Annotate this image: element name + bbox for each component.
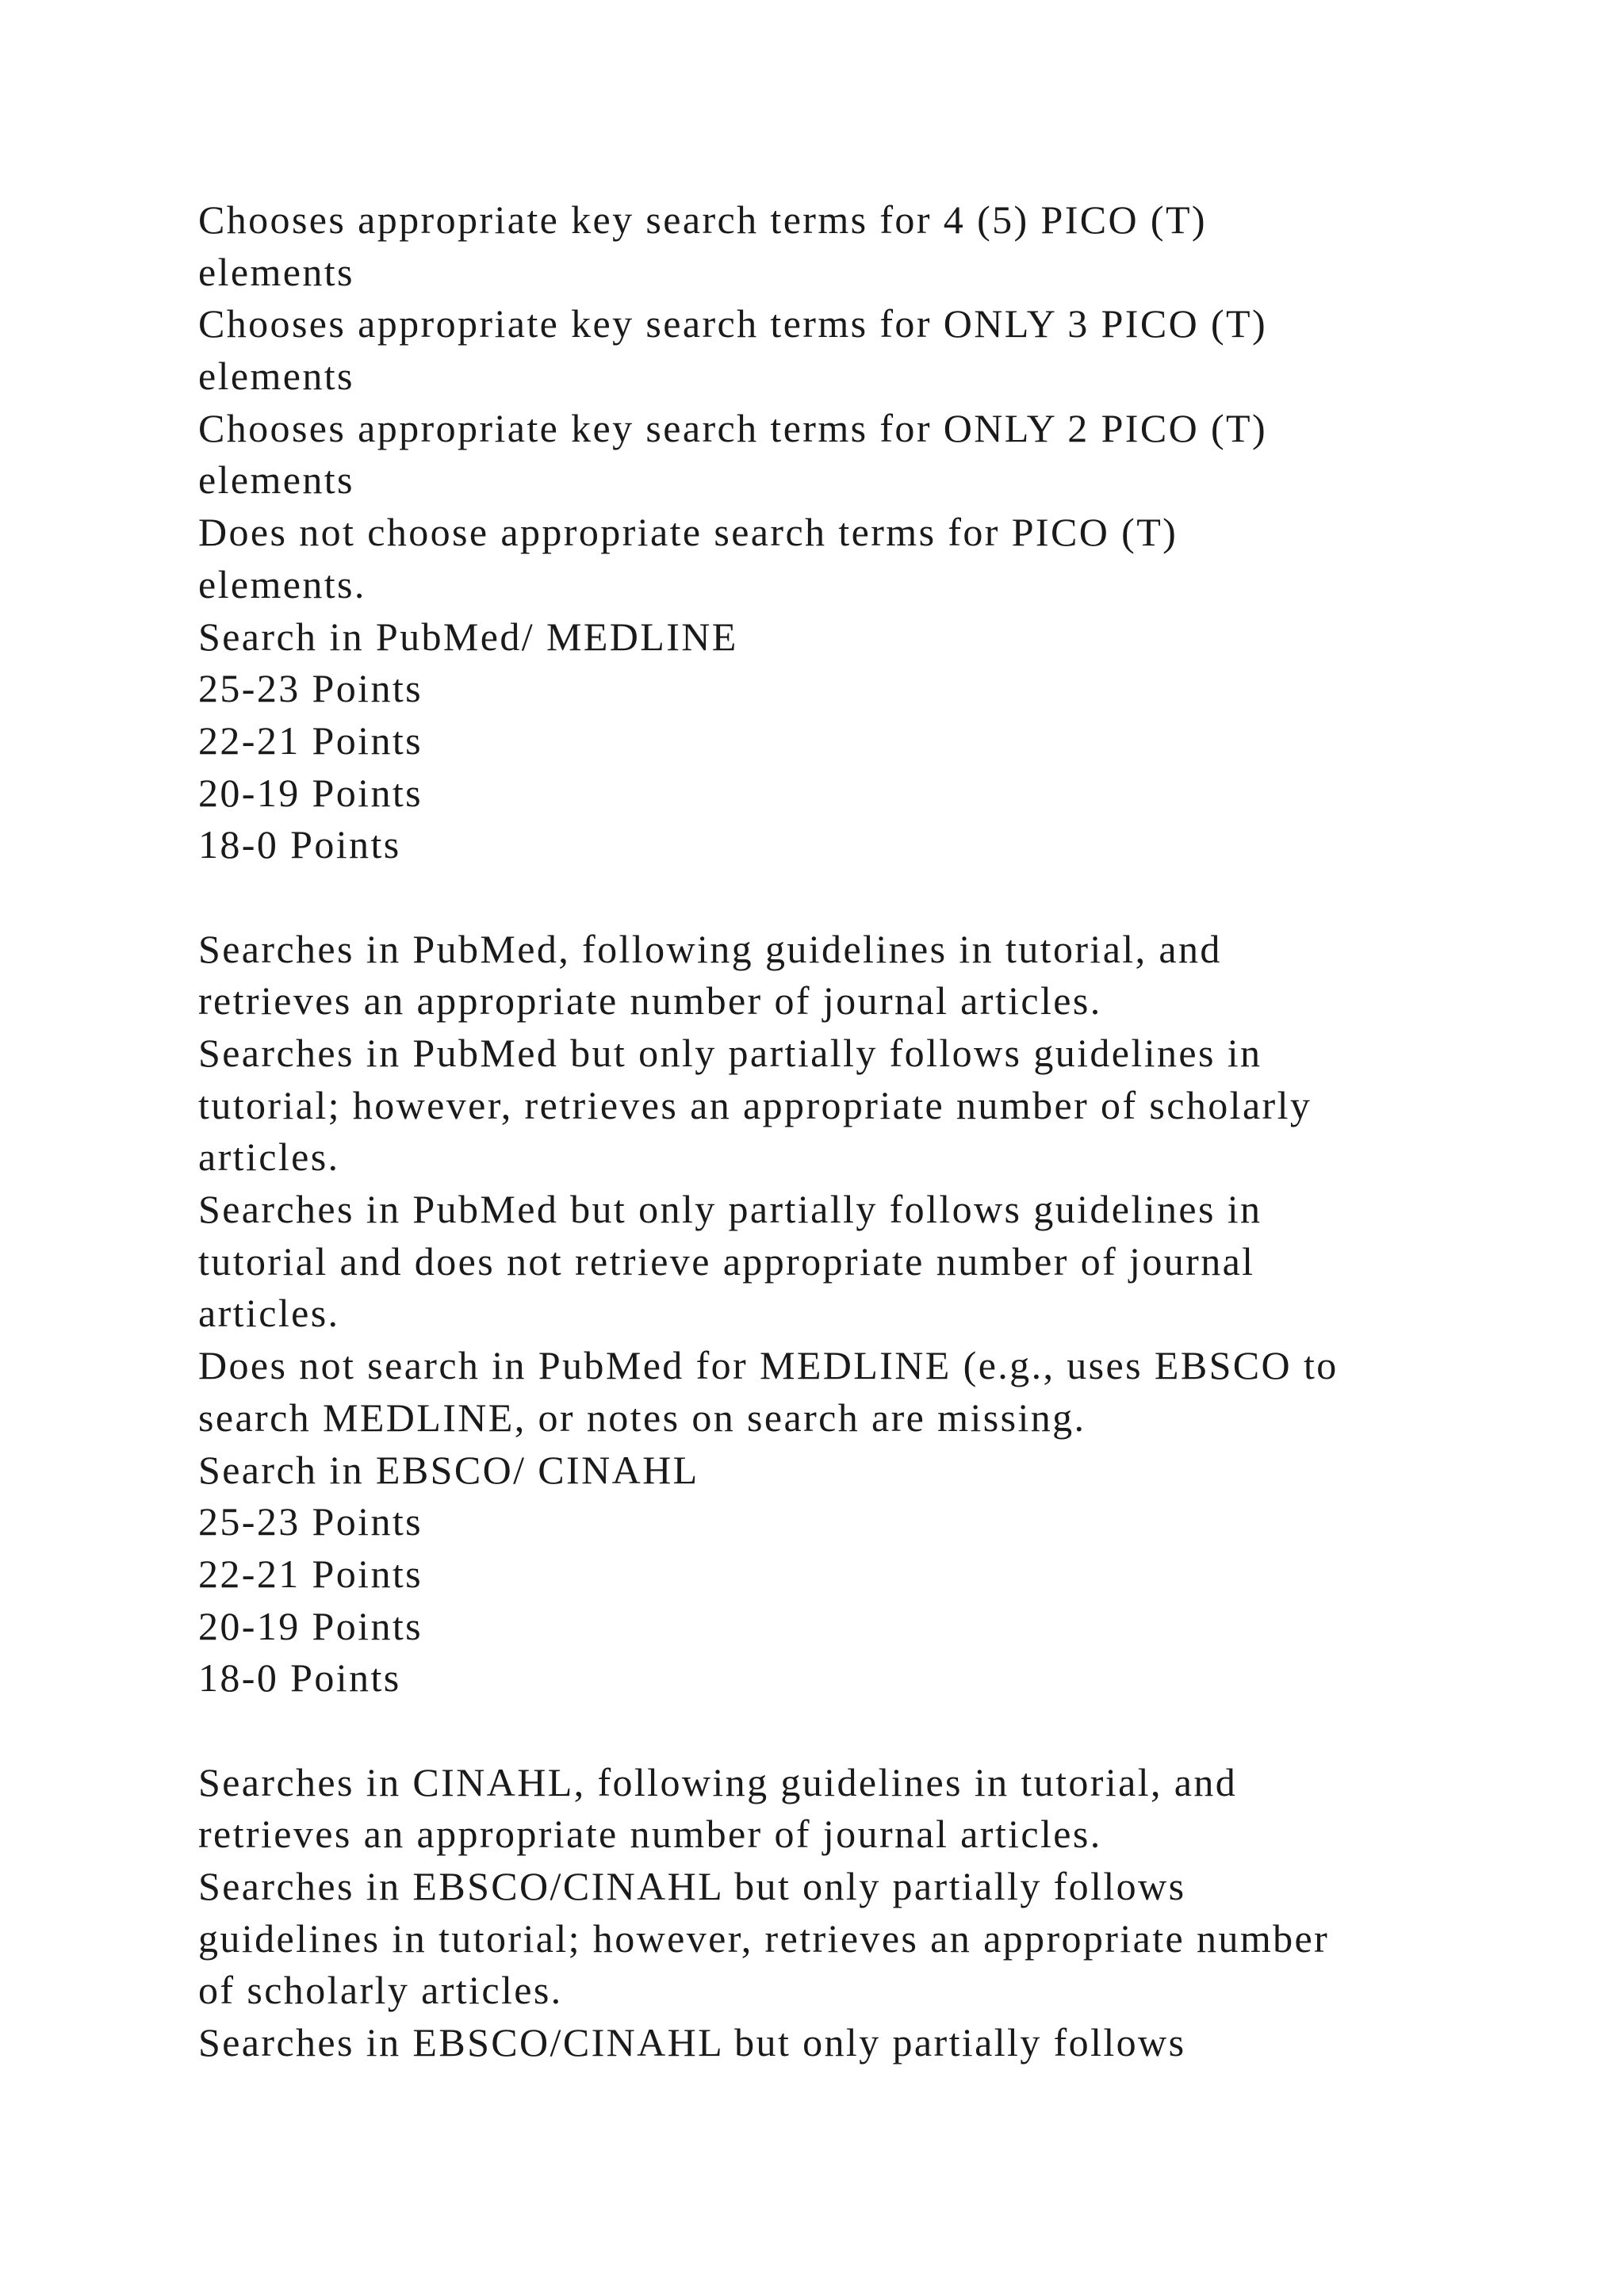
- text-line: Searches in PubMed but only partially follows guidelines in: [198, 1187, 1262, 1232]
- text-line: Does not search in PubMed for MEDLINE (e.g., uses EBSCO to: [198, 1343, 1339, 1388]
- points-range: 20-19 Points: [198, 770, 423, 815]
- text-line: elements: [198, 457, 354, 503]
- text-line: Searches in PubMed, following guidelines in tutorial, and: [198, 926, 1222, 971]
- text-line: articles.: [198, 1135, 340, 1180]
- text-line: Searches in EBSCO/CINAHL but only partially follows: [198, 2020, 1186, 2065]
- text-line: guidelines in tutorial; however, retrieves an appropriate number: [198, 1915, 1330, 1961]
- points-range: 25-23 Points: [198, 1499, 423, 1544]
- points-range: 25-23 Points: [198, 666, 423, 711]
- text-line: search MEDLINE, or notes on search are missing.: [198, 1395, 1086, 1440]
- blank-line: [198, 871, 1467, 924]
- points-range: 18-0 Points: [198, 1655, 401, 1701]
- text-line: Chooses appropriate key search terms for ONLY 2 PICO (T): [198, 405, 1268, 450]
- text-line: Does not choose appropriate search terms for PICO (T): [198, 510, 1178, 555]
- text-line: Chooses appropriate key search terms for ONLY 3 PICO (T): [198, 301, 1268, 346]
- text-line: tutorial and does not retrieve appropriate number of journal: [198, 1238, 1255, 1284]
- text-line: Chooses appropriate key search terms for 4 (5) PICO (T): [198, 197, 1207, 242]
- text-line: of scholarly articles.: [198, 1968, 563, 2013]
- text-line: Searches in EBSCO/CINAHL but only partially follows: [198, 1864, 1186, 1908]
- points-range: 22-21 Points: [198, 718, 423, 763]
- text-line: articles.: [198, 1291, 340, 1336]
- blank-line: [198, 1705, 1467, 1757]
- text-line: Searches in CINAHL, following guidelines in tutorial, and: [198, 1759, 1238, 1804]
- points-range: 20-19 Points: [198, 1603, 423, 1648]
- text-line: elements: [198, 249, 354, 294]
- points-range: 22-21 Points: [198, 1551, 423, 1596]
- text-line: Searches in PubMed but only partially follows guidelines in: [198, 1031, 1262, 1075]
- text-line: elements.: [198, 561, 366, 607]
- text-line: tutorial; however, retrieves an appropriate number of scholarly: [198, 1082, 1312, 1127]
- document-body: [198, 194, 1467, 2069]
- points-range: 18-0 Points: [198, 822, 401, 867]
- text-line: retrieves an appropriate number of journal articles.: [198, 1812, 1102, 1857]
- text-line: elements: [198, 354, 354, 399]
- text-line: retrieves an appropriate number of journal articles.: [198, 978, 1102, 1024]
- section-heading: Search in PubMed/ MEDLINE: [198, 614, 738, 659]
- section-heading: Search in EBSCO/ CINAHL: [198, 1447, 699, 1492]
